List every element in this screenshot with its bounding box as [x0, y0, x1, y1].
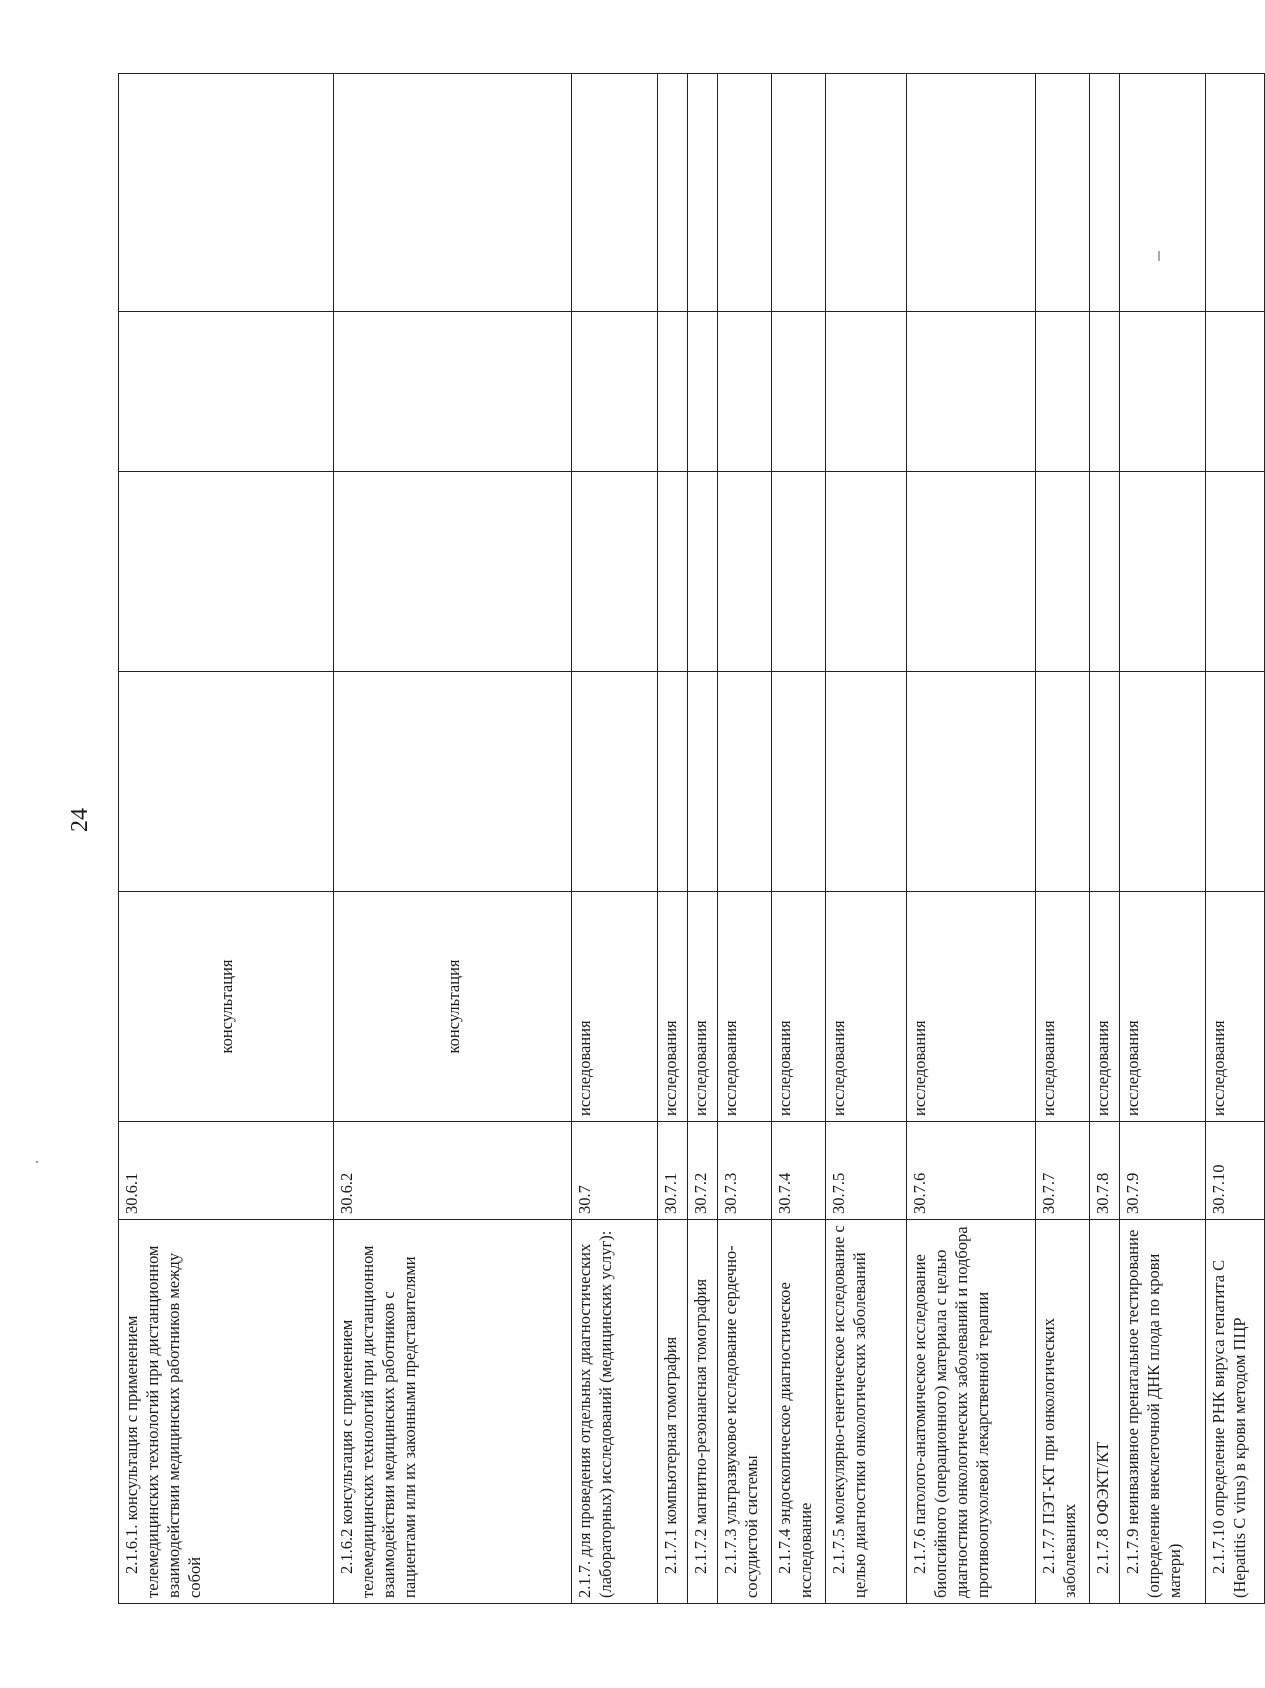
service-name-cell: 2.1.7.4 эндоскопическое диагностическое исследование	[772, 1220, 826, 1604]
value-cell-empty	[572, 74, 658, 312]
value-cell-empty	[1035, 74, 1089, 312]
service-name-cell: 2.1.7.2 магнитно-резонансная томография	[688, 1220, 718, 1604]
value-cell-empty	[688, 672, 718, 892]
value-cell-empty	[906, 74, 1035, 312]
table-row	[688, 74, 718, 1604]
value-cell-empty	[688, 74, 718, 312]
unit-cell: консультация	[334, 892, 572, 1122]
table-row	[718, 74, 772, 1604]
value-cell-empty	[658, 74, 688, 312]
service-name-cell: 2.1.6.2 консультация с применением телемедицинских технологий при дистанционном взаимодействии медицинских работников с пациентами или их законными представителями	[334, 1220, 572, 1604]
table-row	[1089, 74, 1119, 1604]
unit-cell: исследования	[688, 892, 718, 1122]
value-cell-empty	[772, 74, 826, 312]
scan-speck	[36, 1161, 38, 1163]
service-name-cell: 2.1.7.6 патолого-анатомическое исследование биопсийного (операционного) материала с целью диагностики онкологических заболеваний и подбора противоопухолевой лекарственной терапии	[906, 1220, 1035, 1604]
value-cell-empty	[906, 472, 1035, 672]
value-cell-empty	[718, 672, 772, 892]
table-row	[906, 74, 1035, 1604]
value-cell-empty	[119, 74, 334, 312]
service-name-cell: 2.1.7.8 ОФЭКТ/КТ	[1089, 1220, 1119, 1604]
value-cell-empty	[825, 472, 906, 672]
value-cell-empty	[119, 672, 334, 892]
value-cell-empty	[688, 312, 718, 472]
table-row	[658, 74, 688, 1604]
value-cell-empty	[119, 472, 334, 672]
value-cell-empty	[572, 472, 658, 672]
row-code-cell: 30.7.6	[906, 1122, 1035, 1220]
service-name-cell: 2.1.7.3 ультразвуковое исследование сердечно-сосудистой системы	[718, 1220, 772, 1604]
page-number: 24	[67, 808, 93, 832]
value-cell-empty	[334, 74, 572, 312]
row-code-cell: 30.7.10	[1205, 1122, 1264, 1220]
service-name-cell: 2.1.7.9 неинвазивное пренатальное тестирование (определение внеклеточной ДНК плода по крови матери)	[1119, 1220, 1205, 1604]
services-table-body	[119, 74, 1265, 1604]
unit-cell: исследования	[1035, 892, 1089, 1122]
row-code-cell: 30.7.7	[1035, 1122, 1089, 1220]
unit-cell: консультация	[119, 892, 334, 1122]
value-cell-empty	[1205, 672, 1264, 892]
value-cell-empty	[1119, 672, 1205, 892]
value-cell-empty	[688, 472, 718, 672]
row-code-cell: 30.7.5	[825, 1122, 906, 1220]
value-cell-empty	[1035, 672, 1089, 892]
value-cell-empty	[772, 672, 826, 892]
service-name-cell: 2.1.7.7 ПЭТ-КТ при онкологических заболеваниях	[1035, 1220, 1089, 1604]
value-cell-empty	[1205, 472, 1264, 672]
value-cell-empty	[119, 312, 334, 472]
service-name-cell: 2.1.6.1. консультация с применением телемедицинских технологий при дистанционном взаимодействии медицинских работников между собой	[119, 1220, 334, 1604]
table-row	[1035, 74, 1089, 1604]
table-row	[825, 74, 906, 1604]
value-cell-empty	[1089, 472, 1119, 672]
table-row	[772, 74, 826, 1604]
row-code-cell: 30.7.3	[718, 1122, 772, 1220]
table-row	[572, 74, 658, 1604]
service-name-cell: 2.1.7.1 компьютерная томография	[658, 1220, 688, 1604]
value-cell-empty	[825, 312, 906, 472]
row-code-cell: 30.7.2	[688, 1122, 718, 1220]
value-cell-empty	[658, 472, 688, 672]
unit-cell: исследования	[1119, 892, 1205, 1122]
value-cell-empty	[1035, 312, 1089, 472]
value-cell-empty	[1035, 472, 1089, 672]
services-table	[118, 73, 1265, 1604]
value-cell-empty	[1089, 312, 1119, 472]
row-code-cell: 30.7.4	[772, 1122, 826, 1220]
table-row	[1205, 74, 1264, 1604]
value-cell-empty	[718, 312, 772, 472]
unit-cell: исследования	[906, 892, 1035, 1122]
table-row	[119, 74, 334, 1604]
value-cell-empty	[334, 672, 572, 892]
value-cell-empty	[1119, 74, 1205, 312]
table-row	[334, 74, 572, 1604]
value-cell-empty	[772, 312, 826, 472]
unit-cell: исследования	[1089, 892, 1119, 1122]
value-cell-empty	[906, 672, 1035, 892]
value-cell-empty	[825, 74, 906, 312]
value-cell-empty	[334, 312, 572, 472]
row-code-cell: 30.6.1	[119, 1122, 334, 1220]
row-code-cell: 30.7.9	[1119, 1122, 1205, 1220]
unit-cell: исследования	[658, 892, 688, 1122]
value-cell-empty	[906, 312, 1035, 472]
unit-cell: исследования	[1205, 892, 1264, 1122]
value-cell-empty	[718, 472, 772, 672]
unit-cell: исследования	[772, 892, 826, 1122]
unit-cell: исследования	[572, 892, 658, 1122]
table-row	[1119, 74, 1205, 1604]
value-cell-empty	[572, 672, 658, 892]
value-cell-empty	[1089, 74, 1119, 312]
value-cell-empty	[658, 312, 688, 472]
value-cell-empty	[572, 312, 658, 472]
service-name-cell: 2.1.7.10 определение РНК вируса гепатита С (Hepatitis C virus) в крови методом ПЦР	[1205, 1220, 1264, 1604]
value-cell-empty	[1089, 672, 1119, 892]
value-cell-empty	[334, 472, 572, 672]
row-code-cell: 30.7	[572, 1122, 658, 1220]
value-cell-empty	[658, 672, 688, 892]
value-cell-empty	[1119, 472, 1205, 672]
row-code-cell: 30.6.2	[334, 1122, 572, 1220]
row-code-cell: 30.7.8	[1089, 1122, 1119, 1220]
value-cell-empty	[772, 472, 826, 672]
service-name-cell: 2.1.7. для проведения отдельных диагностических (лабораторных) исследований (медицинских услуг):	[572, 1220, 658, 1604]
row-code-cell: 30.7.1	[658, 1122, 688, 1220]
unit-cell: исследования	[718, 892, 772, 1122]
value-cell-empty	[1119, 312, 1205, 472]
value-cell-empty	[718, 74, 772, 312]
value-cell-empty	[1205, 74, 1264, 312]
services-table-rotated	[118, 74, 1265, 1604]
unit-cell: исследования	[825, 892, 906, 1122]
value-cell-empty	[1205, 312, 1264, 472]
service-name-cell: 2.1.7.5 молекулярно-генетическое исследование с целью диагностики онкологических заболеваний	[825, 1220, 906, 1604]
value-cell-empty	[825, 672, 906, 892]
